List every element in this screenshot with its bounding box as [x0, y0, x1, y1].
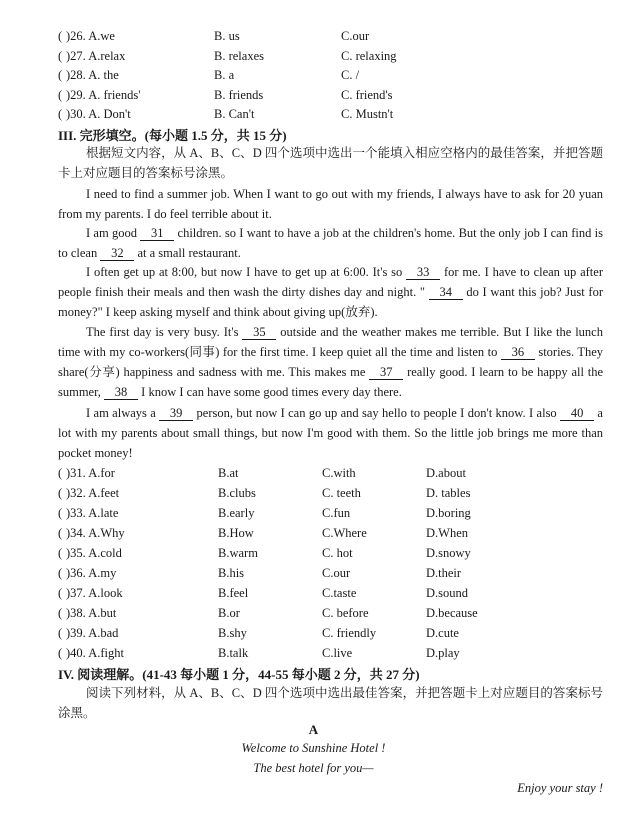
option-d: D.about	[426, 466, 466, 480]
option-d: D.play	[426, 646, 460, 660]
option-a: )31. A.for	[66, 466, 115, 480]
option-c: C.fun	[322, 506, 351, 520]
option-d: D.cute	[426, 626, 459, 640]
option-b: B. a	[214, 68, 235, 82]
passage-paragraph-1: I need to find a summer job. When I want to go out with my friends, I always have to ask for 20 yuan from my parents. I do feel terrible about it.	[58, 187, 603, 221]
blank-40[interactable]: 40	[560, 406, 594, 421]
option-b: B.warm	[218, 546, 258, 560]
blank-31[interactable]: 31	[140, 226, 174, 241]
answer-paren[interactable]: (	[58, 107, 63, 121]
option-d: D.snowy	[426, 546, 471, 560]
option-a: )30. A. Don't	[66, 107, 131, 121]
answer-paren[interactable]: (	[58, 606, 63, 620]
option-c: C. relaxing	[341, 49, 397, 63]
answer-paren[interactable]: (	[58, 466, 63, 480]
option-a: )38. A.but	[66, 606, 117, 620]
answer-paren[interactable]: (	[58, 546, 63, 560]
option-b: B.How	[218, 526, 254, 540]
option-a: )29. A. friends'	[66, 88, 141, 102]
option-a: )34. A.Why	[66, 526, 125, 540]
blank-35[interactable]: 35	[242, 325, 276, 340]
option-d: D.because	[426, 606, 478, 620]
option-d: D.sound	[426, 586, 469, 600]
answer-paren[interactable]: (	[58, 566, 63, 580]
option-a: )35. A.cold	[66, 546, 122, 560]
blank-32[interactable]: 32	[100, 246, 134, 261]
answer-paren[interactable]: (	[58, 526, 63, 540]
option-b: B.clubs	[218, 486, 256, 500]
option-b: B. us	[214, 29, 240, 43]
option-c: C.with	[322, 466, 356, 480]
option-c: C. Mustn't	[341, 107, 394, 121]
answer-paren[interactable]: (	[58, 586, 63, 600]
option-a: )26. A.we	[66, 29, 115, 43]
option-c: C. friendly	[322, 626, 377, 640]
option-b: B.talk	[218, 646, 249, 660]
option-d: D. tables	[426, 486, 471, 500]
blank-33[interactable]: 33	[406, 265, 440, 280]
section-4-heading: IV. 阅读理解。(41-43 每小题 1 分，44-55 每小题 2 分，共 27 分)	[58, 667, 420, 682]
option-c: C.our	[341, 29, 370, 43]
answer-paren[interactable]: (	[58, 506, 63, 520]
option-c: C.taste	[322, 586, 357, 600]
blank-39[interactable]: 39	[159, 406, 193, 421]
option-c: C. /	[341, 68, 360, 82]
section-3-instruction: 根据短文内容，从 A、B、C、D 四个选项中选出一个能填入相应空格内的最佳答案，并把答题卡上对应题目的答案标号涂黑。	[58, 146, 603, 180]
option-c: C. teeth	[322, 486, 361, 500]
answer-paren[interactable]: (	[58, 88, 63, 102]
option-c: C. friend's	[341, 88, 393, 102]
blank-36[interactable]: 36	[501, 345, 535, 360]
option-a: )33. A.late	[66, 506, 119, 520]
option-a: )28. A. the	[66, 68, 119, 82]
hotel-enjoy: Enjoy your stay !	[517, 781, 603, 795]
option-b: B.or	[218, 606, 240, 620]
option-c: C.live	[322, 646, 353, 660]
option-d: D.boring	[426, 506, 471, 520]
option-b: B. relaxes	[214, 49, 264, 63]
passage-paragraph-3: I often get up at 8:00, but now I have to get up at 6:00. It's so 33 for me. I have to clean up after people finish their meals and then wash the dirty dishes day and night. " 34 do I want this job? Just for money?" I keep asking myself and think about giving up(放弃).	[58, 265, 603, 319]
hotel-welcome: Welcome to Sunshine Hotel !	[241, 741, 386, 755]
option-a: )40. A.fight	[66, 646, 124, 660]
option-b: B.shy	[218, 626, 247, 640]
answer-paren[interactable]: (	[58, 626, 63, 640]
answer-paren[interactable]: (	[58, 29, 63, 43]
passage-paragraph-5: I am always a 39 person, but now I can go up and say hello to people I don't know. I also 40 a lot with my parents about small things, but now I'm good with them. So the little job brings me more than pocket money!	[58, 406, 603, 460]
option-b: B. Can't	[214, 107, 255, 121]
option-d: D.When	[426, 526, 468, 540]
part-label: A	[308, 722, 319, 737]
option-a: )32. A.feet	[66, 486, 120, 500]
answer-paren[interactable]: (	[58, 68, 63, 82]
option-b: B.feel	[218, 586, 249, 600]
blank-37[interactable]: 37	[369, 365, 403, 380]
answer-paren[interactable]: (	[58, 646, 63, 660]
hotel-tagline: The best hotel for you—	[253, 761, 374, 775]
blank-38[interactable]: 38	[104, 385, 138, 400]
option-c: C. before	[322, 606, 369, 620]
section-3-heading: III. 完形填空。(每小题 1.5 分，共 15 分)	[58, 128, 287, 143]
option-a: )39. A.bad	[66, 626, 119, 640]
option-c: C.our	[322, 566, 351, 580]
option-a: )37. A.look	[66, 586, 123, 600]
answer-paren[interactable]: (	[58, 49, 63, 63]
option-b: B.at	[218, 466, 239, 480]
option-b: B.his	[218, 566, 245, 580]
option-d: D.their	[426, 566, 462, 580]
answer-paren[interactable]: (	[58, 486, 63, 500]
option-a: )36. A.my	[66, 566, 117, 580]
option-b: B.early	[218, 506, 255, 520]
option-b: B. friends	[214, 88, 264, 102]
section-4-instruction: 阅读下列材料，从 A、B、C、D 四个选项中选出最佳答案，并把答题卡上对应题目的答案标号涂黑。	[58, 686, 603, 720]
option-c: C.Where	[322, 526, 367, 540]
passage-paragraph-4: The first day is very busy. It's 35 outside and the weather makes me terrible. But I like the lunch time with my co-workers(同事) for the first time. I keep quiet all the time and listen to 36 stories. They share(分享) happiness and sadness with me. This makes me 37 really good. I learn to be happy all the summer, 38 I know I can have some good times every day there.	[58, 325, 604, 399]
blank-34[interactable]: 34	[429, 285, 463, 300]
passage-paragraph-2: I am good 31 children. so I want to have a job at the children's home. But the only job I can find is to clean 32 at a small restaurant.	[58, 226, 604, 260]
option-a: )27. A.relax	[66, 49, 126, 63]
option-c: C. hot	[322, 546, 353, 560]
